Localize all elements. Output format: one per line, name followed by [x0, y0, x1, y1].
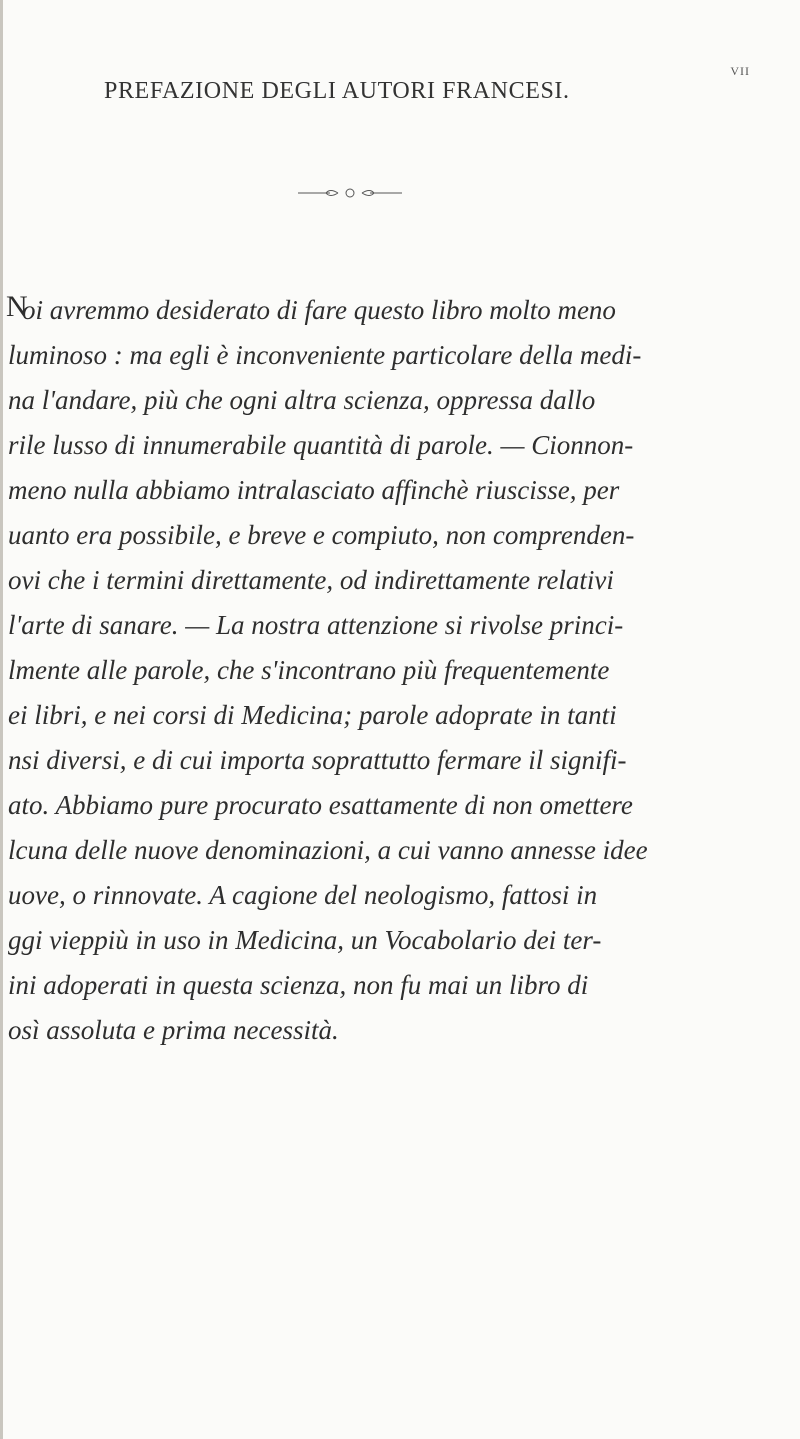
text-line: uanto era possibile, e breve e compiuto, non comprenden- — [8, 520, 635, 550]
text-line: ovi che i termini direttamente, od indirettamente relativi — [8, 565, 614, 595]
drop-initial: N — [6, 290, 28, 323]
text-line: na l'andare, più che ogni altra scienza, oppressa dallo — [8, 385, 596, 415]
text-line: l'arte di sanare. — La nostra attenzione si rivolse princi- — [8, 610, 624, 640]
text-line: uove, o rinnovate. A cagione del neologismo, fattosi in — [8, 880, 598, 910]
text-line: osì assoluta e prima necessità. — [8, 1015, 339, 1045]
text-line: lcuna delle nuove denominazioni, a cui vanno annesse idee — [8, 835, 648, 865]
text-line: ato. Abbiamo pure procurato esattamente di non omettere — [8, 790, 633, 820]
page-title: PREFAZIONE DEGLI AUTORI FRANCESI. — [104, 78, 570, 104]
text-line: nsi diversi, e di cui importa soprattutto fermare il signifi- — [8, 745, 627, 775]
text-line: ei libri, e nei corsi di Medicina; parole adoprate in tanti — [8, 700, 617, 730]
text-line: oi avremmo desiderato di fare questo libro molto meno — [22, 295, 616, 325]
page-number: VII — [730, 64, 750, 78]
text-line: luminoso : ma egli è inconveniente particolare della medi- — [8, 340, 642, 370]
text-line: ini adoperati in questa scienza, non fu mai un libro di — [8, 970, 589, 1000]
body-text — [0, 288, 800, 1053]
text-line: meno nulla abbiamo intralasciato affinchè riuscisse, per — [8, 475, 620, 505]
text-line: rile lusso di innumerabile quantità di parole. — Cionnon- — [8, 430, 634, 460]
text-line: ggi vieppiù in uso in Medicina, un Vocabolario dei ter- — [8, 925, 602, 955]
ornament-divider — [290, 183, 410, 203]
text-line: lmente alle parole, che s'incontrano più frequentemente — [8, 655, 610, 685]
